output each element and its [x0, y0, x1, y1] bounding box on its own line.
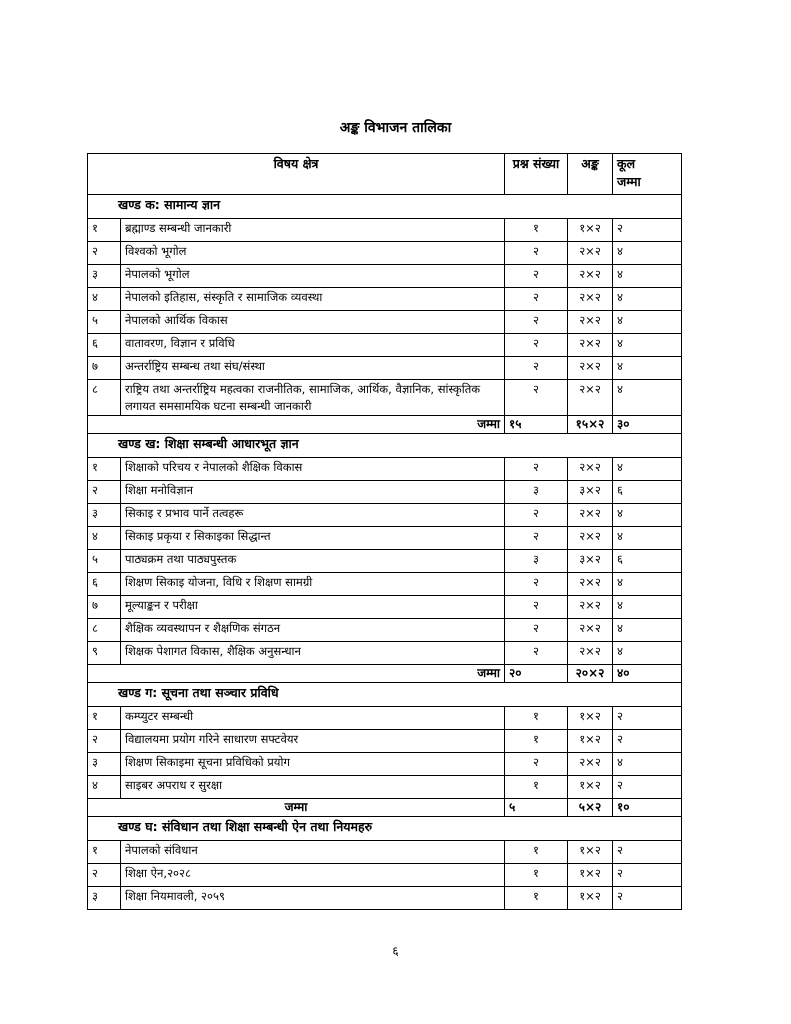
- section-total-value: ४०: [613, 665, 682, 683]
- question-count-cell: २: [505, 357, 568, 380]
- total-cell: ६: [613, 481, 682, 504]
- total-cell: २: [613, 707, 682, 730]
- header-topic: विषय क्षेत्र: [88, 154, 505, 195]
- topic-cell: पाठ्यक्रम तथा पाठ्यपुस्तक: [121, 550, 505, 573]
- marks-cell: २×२: [568, 458, 613, 481]
- marks-cell: २×२: [568, 288, 613, 311]
- serial-number: १: [88, 707, 121, 730]
- serial-number: ३: [88, 887, 121, 910]
- topic-cell: विद्यालयमा प्रयोग गरिने साधारण सफ्टवेयर: [121, 730, 505, 753]
- total-cell: ४: [613, 380, 682, 416]
- page-title: अङ्क विभाजन तालिका: [339, 120, 452, 136]
- marks-cell: १×२: [568, 730, 613, 753]
- topic-cell: साइबर अपराध र सुरक्षा: [121, 776, 505, 799]
- marks-cell: २×२: [568, 311, 613, 334]
- total-cell: ४: [613, 573, 682, 596]
- topic-cell: नेपालको आर्थिक विकास: [121, 311, 505, 334]
- question-count-cell: २: [505, 527, 568, 550]
- topic-cell: शैक्षिक व्यवस्थापन र शैक्षणिक संगठन: [121, 619, 505, 642]
- section-heading: खण्ड ख: शिक्षा सम्बन्धी आधारभूत ज्ञान: [88, 434, 682, 458]
- section-heading: खण्ड घ: संविधान तथा शिक्षा सम्बन्धी ऐन तथा नियमहरु: [88, 817, 682, 841]
- table-row: [88, 730, 682, 753]
- question-count-cell: १: [505, 864, 568, 887]
- serial-number: १: [88, 458, 121, 481]
- total-cell: २: [613, 219, 682, 242]
- table-row: [88, 707, 682, 730]
- section-heading: खण्ड क: सामान्य ज्ञान: [88, 195, 682, 219]
- serial-number: ३: [88, 265, 121, 288]
- topic-cell: राष्ट्रिय तथा अन्तर्राष्ट्रिय महत्वका राजनीतिक, सामाजिक, आर्थिक, वैज्ञानिक, सांस्कृतिक लगायत समसामयिक घटना सम्बन्धी जानकारी: [121, 380, 505, 416]
- table-row: [88, 573, 682, 596]
- table-row: [88, 458, 682, 481]
- serial-number: २: [88, 481, 121, 504]
- serial-number: ४: [88, 527, 121, 550]
- table-row: [88, 504, 682, 527]
- marks-cell: २×२: [568, 642, 613, 665]
- question-count-cell: २: [505, 619, 568, 642]
- marks-cell: २×२: [568, 596, 613, 619]
- total-cell: ४: [613, 242, 682, 265]
- serial-number: ४: [88, 776, 121, 799]
- total-cell: ४: [613, 311, 682, 334]
- serial-number: ४: [88, 288, 121, 311]
- question-count-cell: २: [505, 458, 568, 481]
- topic-cell: शिक्षक पेशागत विकास, शैक्षिक अनुसन्धान: [121, 642, 505, 665]
- total-cell: २: [613, 730, 682, 753]
- topic-cell: नेपालको इतिहास, संस्कृति र सामाजिक व्यवस्था: [121, 288, 505, 311]
- section-total-marks: २०×२: [568, 665, 613, 683]
- marks-cell: २×२: [568, 527, 613, 550]
- header-question-count: प्रश्न संख्या: [505, 154, 568, 195]
- serial-number: ३: [88, 753, 121, 776]
- table-row: [88, 380, 682, 416]
- total-cell: ४: [613, 596, 682, 619]
- header-total: [613, 154, 682, 195]
- marks-cell: १×२: [568, 219, 613, 242]
- total-cell: ४: [613, 357, 682, 380]
- serial-number: २: [88, 864, 121, 887]
- topic-cell: वातावरण, विज्ञान र प्रविधि: [121, 334, 505, 357]
- table-row: [88, 841, 682, 864]
- total-cell: ४: [613, 288, 682, 311]
- section-total-value: १०: [613, 799, 682, 817]
- serial-number: ३: [88, 504, 121, 527]
- question-count-cell: २: [505, 242, 568, 265]
- topic-cell: कम्प्युटर सम्बन्धी: [121, 707, 505, 730]
- table-row: [88, 619, 682, 642]
- question-count-cell: २: [505, 504, 568, 527]
- table-row: [88, 864, 682, 887]
- table-row: [88, 265, 682, 288]
- table-row: [88, 288, 682, 311]
- section-total-label: जम्मा: [88, 799, 505, 817]
- header-marks: अङ्क: [568, 154, 613, 195]
- section-total-value: ३०: [613, 416, 682, 434]
- total-cell: ४: [613, 265, 682, 288]
- header-total-line2: जम्मा: [617, 174, 641, 190]
- marks-cell: १×२: [568, 776, 613, 799]
- section-total-count: १५: [505, 416, 568, 434]
- question-count-cell: २: [505, 753, 568, 776]
- marks-cell: २×२: [568, 573, 613, 596]
- marks-cell: २×२: [568, 242, 613, 265]
- marks-cell: १×२: [568, 707, 613, 730]
- total-cell: ४: [613, 642, 682, 665]
- serial-number: ८: [88, 619, 121, 642]
- question-count-cell: ३: [505, 481, 568, 504]
- serial-number: २: [88, 242, 121, 265]
- marks-cell: २×२: [568, 265, 613, 288]
- section-heading-row: [88, 817, 682, 841]
- question-count-cell: ३: [505, 550, 568, 573]
- page-number: ६: [392, 944, 399, 958]
- total-cell: २: [613, 864, 682, 887]
- total-cell: ४: [613, 619, 682, 642]
- marks-cell: २×२: [568, 619, 613, 642]
- section-heading: खण्ड ग: सूचना तथा सञ्चार प्रविधि: [88, 683, 682, 707]
- topic-cell: शिक्षा मनोविज्ञान: [121, 481, 505, 504]
- question-count-cell: २: [505, 573, 568, 596]
- section-total-row: [88, 665, 682, 683]
- serial-number: ५: [88, 550, 121, 573]
- table-row: [88, 550, 682, 573]
- total-cell: ४: [613, 458, 682, 481]
- section-heading-row: [88, 434, 682, 458]
- marks-cell: २×२: [568, 357, 613, 380]
- topic-cell: अन्तर्राष्ट्रिय सम्बन्ध तथा संघ/संस्था: [121, 357, 505, 380]
- marks-cell: ३×२: [568, 550, 613, 573]
- section-total-row: [88, 416, 682, 434]
- table-row: [88, 753, 682, 776]
- question-count-cell: २: [505, 288, 568, 311]
- topic-cell: मूल्याङ्कन र परीक्षा: [121, 596, 505, 619]
- section-total-row: [88, 799, 682, 817]
- marks-cell: २×२: [568, 753, 613, 776]
- marks-cell: २×२: [568, 334, 613, 357]
- header-total-line1: कूल: [617, 156, 636, 171]
- topic-cell: सिकाइ प्रकृया र सिकाइका सिद्धान्त: [121, 527, 505, 550]
- table-row: [88, 357, 682, 380]
- total-cell: २: [613, 887, 682, 910]
- marks-cell: २×२: [568, 380, 613, 416]
- question-count-cell: २: [505, 380, 568, 416]
- section-heading-row: [88, 683, 682, 707]
- question-count-cell: २: [505, 334, 568, 357]
- total-cell: ४: [613, 753, 682, 776]
- topic-cell: सिकाइ र प्रभाव पार्ने तत्वहरू: [121, 504, 505, 527]
- table-row: [88, 596, 682, 619]
- question-count-cell: १: [505, 887, 568, 910]
- section-total-marks: १५×२: [568, 416, 613, 434]
- table-row: [88, 311, 682, 334]
- marks-cell: ३×२: [568, 481, 613, 504]
- question-count-cell: २: [505, 596, 568, 619]
- serial-number: ६: [88, 334, 121, 357]
- question-count-cell: २: [505, 265, 568, 288]
- total-cell: ४: [613, 504, 682, 527]
- marks-distribution-table: [87, 153, 682, 910]
- topic-cell: शिक्षाको परिचय र नेपालको शैक्षिक विकास: [121, 458, 505, 481]
- serial-number: ८: [88, 380, 121, 416]
- serial-number: ७: [88, 357, 121, 380]
- table-header-row: [88, 154, 682, 195]
- topic-cell: नेपालको भूगोल: [121, 265, 505, 288]
- table-row: [88, 334, 682, 357]
- section-total-label: जम्मा: [88, 665, 505, 683]
- marks-cell: १×२: [568, 864, 613, 887]
- question-count-cell: १: [505, 841, 568, 864]
- total-cell: ४: [613, 527, 682, 550]
- table-row: [88, 527, 682, 550]
- marks-cell: १×२: [568, 887, 613, 910]
- topic-cell: शिक्षण सिकाइमा सूचना प्रविधिको प्रयोग: [121, 753, 505, 776]
- serial-number: २: [88, 730, 121, 753]
- question-count-cell: २: [505, 642, 568, 665]
- section-total-marks: ५×२: [568, 799, 613, 817]
- topic-cell: नेपालको संविधान: [121, 841, 505, 864]
- question-count-cell: १: [505, 219, 568, 242]
- table-row: [88, 219, 682, 242]
- section-total-count: ५: [505, 799, 568, 817]
- serial-number: ६: [88, 573, 121, 596]
- total-cell: २: [613, 841, 682, 864]
- section-total-label: जम्मा: [88, 416, 505, 434]
- serial-number: १: [88, 219, 121, 242]
- serial-number: ७: [88, 596, 121, 619]
- serial-number: १: [88, 841, 121, 864]
- serial-number: ९: [88, 642, 121, 665]
- marks-cell: २×२: [568, 504, 613, 527]
- question-count-cell: १: [505, 707, 568, 730]
- topic-cell: ब्रह्माण्ड सम्बन्धी जानकारी: [121, 219, 505, 242]
- table-row: [88, 776, 682, 799]
- total-cell: ४: [613, 334, 682, 357]
- question-count-cell: २: [505, 311, 568, 334]
- table-row: [88, 642, 682, 665]
- total-cell: ६: [613, 550, 682, 573]
- question-count-cell: १: [505, 730, 568, 753]
- question-count-cell: १: [505, 776, 568, 799]
- table-row: [88, 242, 682, 265]
- marks-cell: १×२: [568, 841, 613, 864]
- serial-number: ५: [88, 311, 121, 334]
- topic-cell: शिक्षा नियमावली, २०५९: [121, 887, 505, 910]
- topic-cell: शिक्षण सिकाइ योजना, विधि र शिक्षण सामग्री: [121, 573, 505, 596]
- topic-cell: शिक्षा ऐन,२०२८: [121, 864, 505, 887]
- table-row: [88, 887, 682, 910]
- table-row: [88, 481, 682, 504]
- topic-cell: विश्वको भूगोल: [121, 242, 505, 265]
- total-cell: २: [613, 776, 682, 799]
- section-heading-row: [88, 195, 682, 219]
- section-total-count: २०: [505, 665, 568, 683]
